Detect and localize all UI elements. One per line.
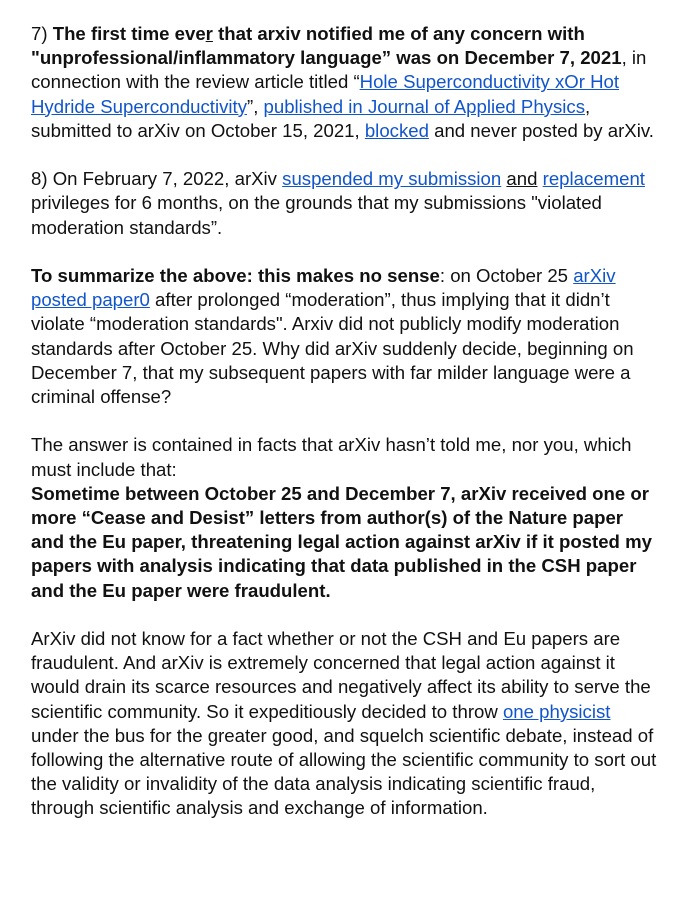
- paragraph-8: 8) On February 7, 2022, arXiv suspended my submission and replacement privileges for 6 months, on the grounds that my submissions "violated moderation standards”.: [31, 168, 645, 238]
- summary-bold-lead: To summarize the above: this makes no sense: [31, 265, 440, 286]
- underlined-and: and: [506, 168, 538, 190]
- paragraph-final: ArXiv did not know for a fact whether or not the CSH and Eu papers are fraudulent. And arXiv is extremely concerned that legal action against it would drain its scarce resources and negatively affect its ability to serve the scientific community. So it expeditiously decided to throw one physicist under the bus for the greater good, and squelch scientific debate, instead of following the alternative route of allowing the scientific community to sort out the validity or invalidity of the data analysis indicating scientific fraud, through scientific analysis and exchange of information.: [31, 628, 657, 819]
- answer-intro: The answer is contained in facts that arXiv hasn’t told me, nor you, which must include that:: [31, 434, 632, 480]
- paragraph-summary: To summarize the above: this makes no sense: on October 25 arXiv posted paper0 after prolonged “moderation”, thus implying that it didn’t violate “moderation standards". Arxiv did not publicly modify moderation standards after October 25. Why did arXiv suddenly decide, beginning on December 7, that my subsequent papers with far milder language were a criminal offense?: [31, 265, 634, 408]
- link-replacement[interactable]: replacement: [542, 168, 645, 190]
- underlined-letter: r: [205, 23, 213, 44]
- link-arxiv-posted-paper0[interactable]: arXiv posted paper0: [31, 265, 616, 311]
- link-blocked[interactable]: blocked: [364, 119, 429, 141]
- document-body: [31, 22, 661, 845]
- answer-bold-statement: Sometime between October 25 and December 7, arXiv received one or more “Cease and Desist” letters from author(s) of the Nature paper and the Eu paper, threatening legal action against arXiv if it posted my papers with analysis indicating that data published in the CSH paper and the Eu paper were fraudulent.: [31, 482, 652, 601]
- paragraph-7-number: 7): [31, 23, 48, 44]
- link-suspended-submission[interactable]: suspended my submission: [282, 168, 502, 190]
- link-published-journal-applied-physics[interactable]: published in Journal of Applied Physics: [263, 95, 585, 117]
- paragraph-7-bold-lead: The first time ever that arxiv notified me of any concern with "unprofessional/inflammatory language” was on December 7, 2021: [31, 23, 622, 69]
- link-one-physicist[interactable]: one physicist: [502, 700, 611, 722]
- paragraph-answer: [31, 433, 661, 602]
- link-hole-superconductivity-article[interactable]: Hole Superconductivity xOr Hot Hydride Superconductivity: [31, 71, 620, 117]
- paragraph-7: 7) The first time ever that arxiv notified me of any concern with "unprofessional/inflammatory language” was on December 7, 2021, in connection with the review article titled “Hole Superconductivity xOr Hot Hydride Superconductivity”, published in Journal of Applied Physics, submitted to arXiv on October 15, 2021, blocked and never posted by arXiv.: [31, 23, 654, 141]
